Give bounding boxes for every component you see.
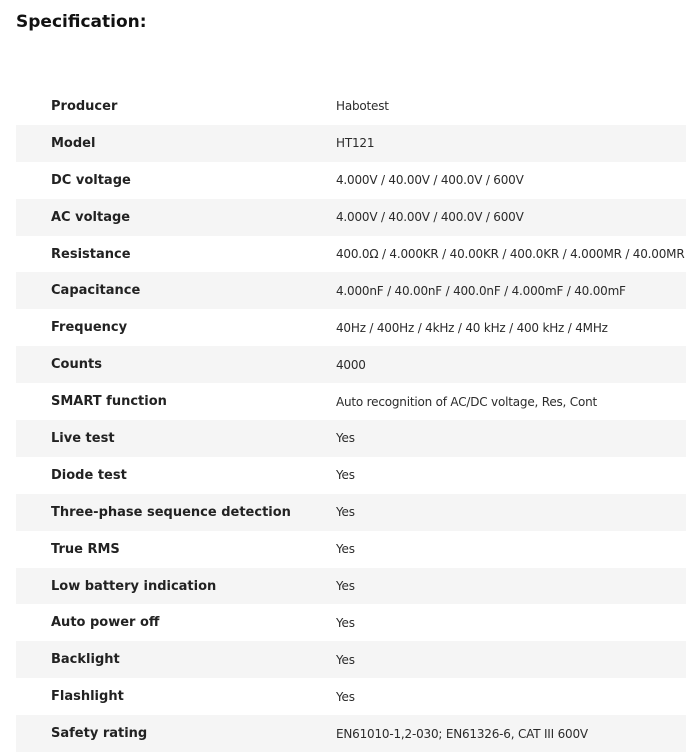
spec-label: Live test bbox=[51, 430, 115, 446]
spec-value: 40Hz / 400Hz / 4kHz / 40 kHz / 400 kHz / 4MHz bbox=[336, 320, 608, 335]
spec-value: Yes bbox=[336, 468, 355, 483]
table-row bbox=[16, 641, 686, 678]
table-row bbox=[16, 346, 686, 383]
spec-label: Auto power off bbox=[51, 615, 160, 631]
table-row bbox=[16, 236, 686, 273]
spec-value: 400.0Ω / 4.000KR / 40.00KR / 400.0KR / 4.000MR / 40.00MR bbox=[336, 247, 685, 261]
table-row bbox=[16, 568, 686, 605]
table-row bbox=[16, 678, 686, 715]
table-row bbox=[16, 162, 686, 199]
spec-label: Counts bbox=[51, 357, 102, 373]
spec-value: EN61010-1,2-030; EN61326-6, CAT III 600V bbox=[336, 726, 588, 741]
spec-label: DC voltage bbox=[51, 172, 131, 188]
table-row bbox=[16, 604, 686, 641]
spec-value: Auto recognition of AC/DC voltage, Res, Cont bbox=[336, 394, 598, 409]
spec-label: True RMS bbox=[51, 541, 120, 557]
spec-value: Yes bbox=[336, 505, 355, 520]
table-row bbox=[16, 88, 686, 125]
spec-value: Yes bbox=[336, 431, 355, 446]
table-row bbox=[16, 715, 686, 752]
specification-table bbox=[16, 88, 686, 752]
spec-label: SMART function bbox=[51, 394, 167, 410]
spec-label: Safety rating bbox=[51, 726, 148, 742]
spec-label: Flashlight bbox=[51, 689, 124, 705]
spec-label: Diode test bbox=[51, 467, 127, 483]
table-row bbox=[16, 199, 686, 236]
spec-value: 4.000V / 40.00V / 400.0V / 600V bbox=[336, 173, 524, 188]
spec-label: Frequency bbox=[51, 320, 128, 336]
spec-label: Producer bbox=[51, 98, 118, 114]
spec-value: Yes bbox=[336, 542, 355, 557]
spec-value: Habotest bbox=[336, 99, 389, 114]
spec-value: 4.000nF / 40.00nF / 400.0nF / 4.000mF / 40.00mF bbox=[336, 283, 626, 298]
spec-value: Yes bbox=[336, 652, 355, 667]
spec-label: Three-phase sequence detection bbox=[51, 504, 291, 520]
table-row bbox=[16, 531, 686, 568]
spec-label: Resistance bbox=[51, 246, 131, 262]
table-row bbox=[16, 272, 686, 309]
spec-value: HT121 bbox=[336, 136, 375, 151]
spec-label: Capacitance bbox=[51, 283, 141, 299]
spec-label: Backlight bbox=[51, 652, 120, 668]
table-row bbox=[16, 494, 686, 531]
spec-value: Yes bbox=[336, 689, 355, 704]
page-title: Specification: bbox=[16, 12, 147, 32]
spec-label: Low battery indication bbox=[51, 578, 217, 594]
table-row bbox=[16, 420, 686, 457]
table-row bbox=[16, 383, 686, 420]
spec-value: 4000 bbox=[336, 357, 366, 372]
table-row bbox=[16, 309, 686, 346]
table-row bbox=[16, 125, 686, 162]
spec-label: AC voltage bbox=[51, 209, 131, 225]
spec-label: Model bbox=[51, 135, 96, 151]
spec-value: Yes bbox=[336, 615, 355, 630]
table-row bbox=[16, 457, 686, 494]
spec-value: Yes bbox=[336, 579, 355, 594]
spec-value: 4.000V / 40.00V / 400.0V / 600V bbox=[336, 210, 524, 225]
